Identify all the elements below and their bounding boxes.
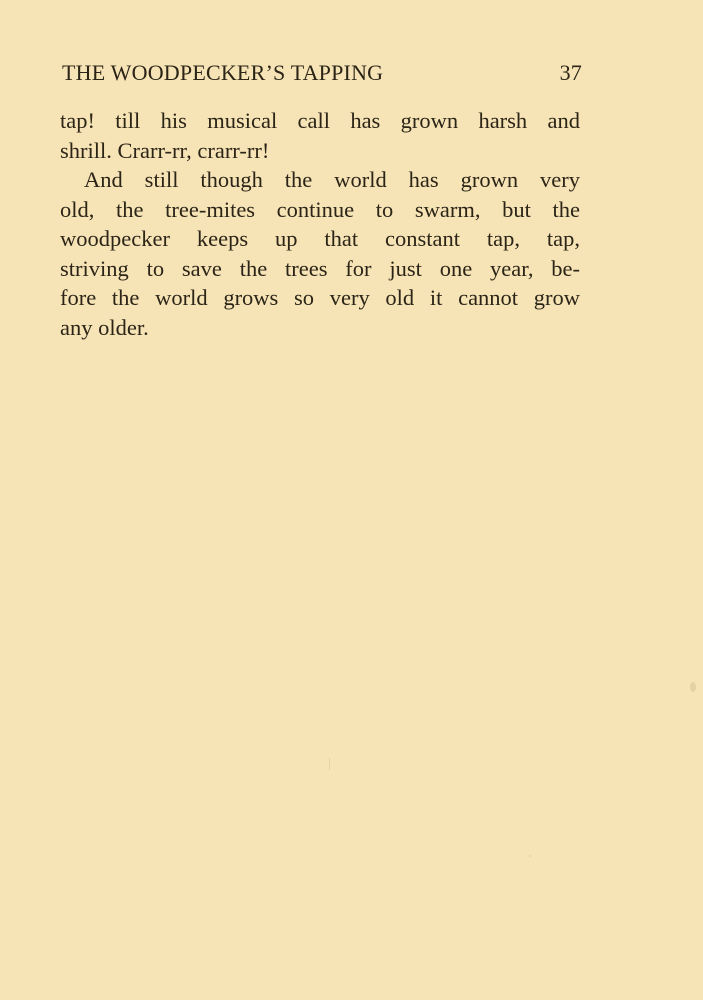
text-line: tap! till his musical call has grown harsh and [60, 108, 580, 133]
text-line: And still though the world has grown very [84, 167, 580, 192]
text-line: fore the world grows so very old it cannot grow [60, 285, 580, 310]
text-line: shrill. Crarr-rr, crarr-rr! [60, 137, 270, 163]
text-line: striving to save the trees for just one year, be- [60, 255, 580, 281]
text-line: old, the tree-mites continue to swarm, but the [60, 196, 580, 222]
running-head [62, 60, 582, 94]
paper-speck [529, 855, 531, 857]
text-line: any older. [60, 314, 149, 340]
page-number: 37 [559, 60, 582, 85]
running-title: THE WOODPECKER’S TAPPING [62, 60, 384, 85]
body-text [60, 106, 580, 342]
text-line: woodpecker keeps up that constant tap, tap, [60, 226, 580, 251]
paper-fiber [329, 758, 330, 770]
paper-speck [690, 682, 696, 692]
